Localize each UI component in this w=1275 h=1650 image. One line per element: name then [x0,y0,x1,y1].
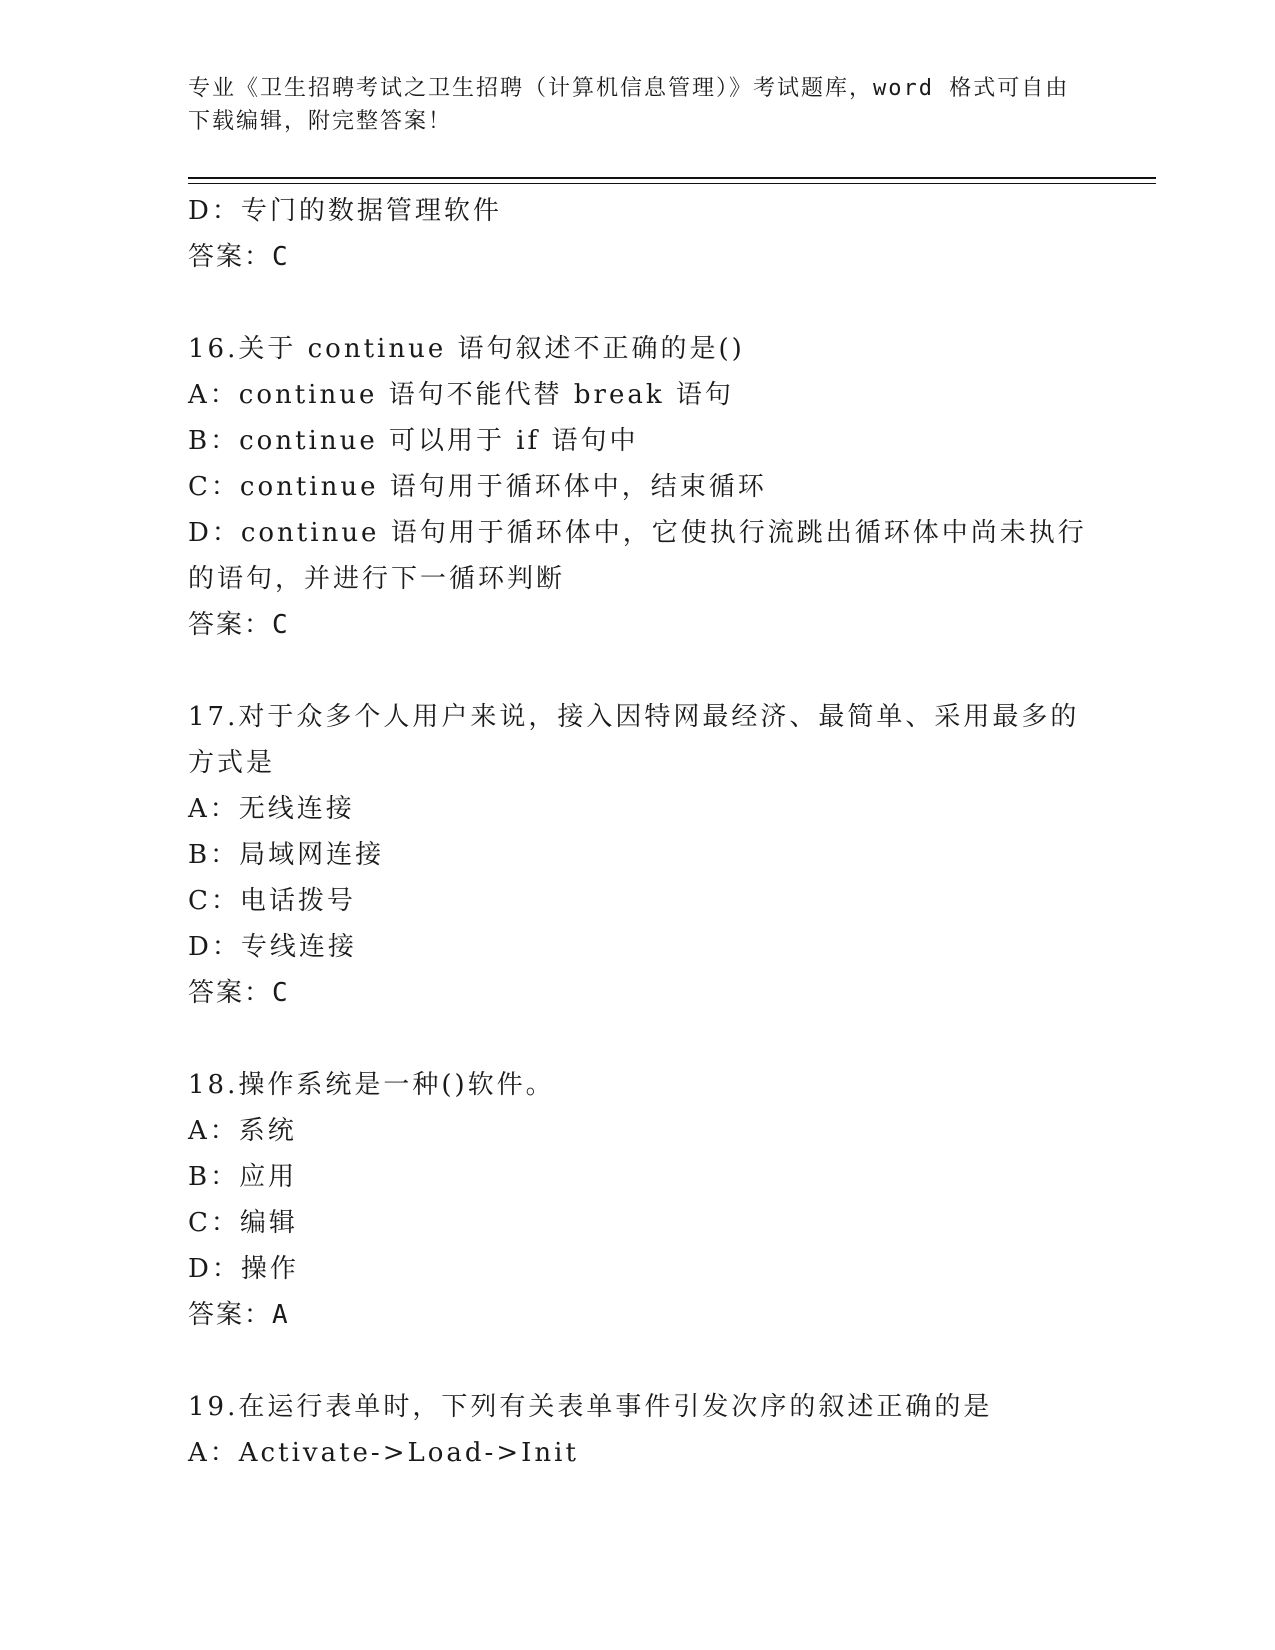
option-a: A：continue 语句不能代替 break 语句 [188,380,734,410]
question-16 [188,326,1088,648]
option-d: D：continue 语句用于循环体中，它使执行流跳出循环体中尚未执行的语句，并进行下一循环判断 [188,518,1087,594]
header-rule-thin [188,183,1156,184]
prev-answer: 答案：C [188,242,290,272]
answer: 答案：C [188,610,290,640]
option-d: D：操作 [188,1254,299,1284]
option-a: A：Activate->Load->Init [188,1438,579,1468]
question-18 [188,1062,1088,1338]
spacer [188,648,1088,694]
option-a: A：无线连接 [188,794,355,824]
prev-option-d: D：专门的数据管理软件 [188,196,502,226]
question-stem: 17.对于众多个人用户来说，接入因特网最经济、最简单、采用最多的方式是 [188,702,1080,778]
page-header: 专业《卫生招聘考试之卫生招聘（计算机信息管理）》考试题库，word 格式可自由下载编辑，附完整答案！ [188,76,1070,134]
option-a: A：系统 [188,1116,297,1146]
option-d: D：专线连接 [188,932,357,962]
option-b: B：局域网连接 [188,840,385,870]
spacer [188,1016,1088,1062]
answer: 答案：A [188,1300,290,1330]
question-stem: 18.操作系统是一种()软件。 [188,1070,555,1100]
spacer [188,1338,1088,1384]
option-b: B：应用 [188,1162,298,1192]
option-c: C：continue 语句用于循环体中，结束循环 [188,472,767,502]
question-stem: 19.在运行表单时，下列有关表单事件引发次序的叙述正确的是 [188,1392,993,1422]
header-rule-thick [188,177,1156,179]
spacer [188,280,1088,326]
option-b: B：continue 可以用于 if 语句中 [188,426,639,456]
answer: 答案：C [188,978,290,1008]
question-stem: 16.关于 continue 语句叙述不正确的是() [188,334,745,364]
option-c: C：编辑 [188,1208,298,1238]
question-17 [188,694,1088,1016]
question-19 [188,1384,1088,1476]
document-body [188,188,1088,1476]
option-c: C：电话拨号 [188,886,356,916]
